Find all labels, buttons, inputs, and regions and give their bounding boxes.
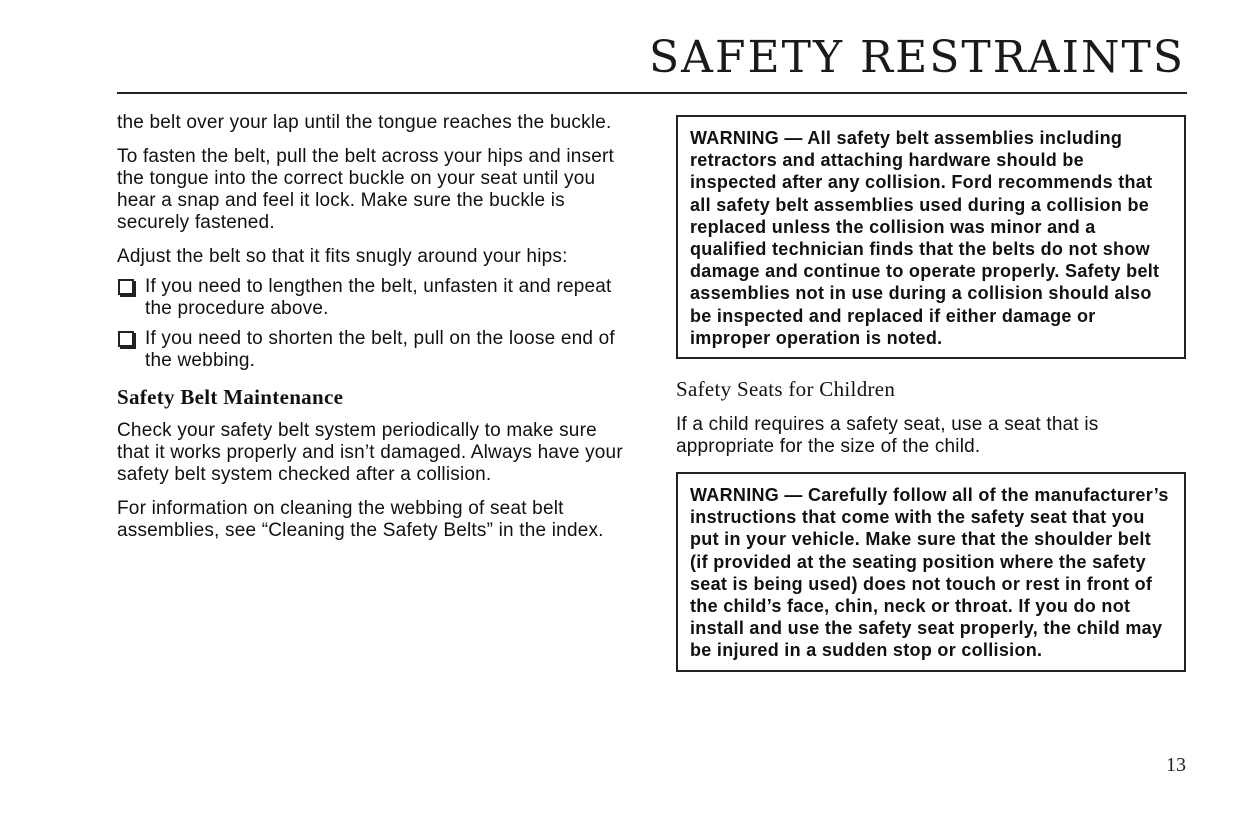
list-item [117,328,632,372]
section-heading-maintenance: Safety Belt Maintenance [117,385,344,409]
checkbox-bullet-icon [118,331,134,347]
warning-box-child-seat: WARNING — Carefully follow all of the manufacturer’s instructions that come with the safety seat that you put in your vehicle. Make sure that the shoulder belt (if provided at the seating position where the safety seat is being used) does not touch or rest in front of the child’s face, chin, neck or throat. If you do not install and use the safety seat properly, the child may be injured in a sudden stop or collision. [676,472,1186,672]
warning-box-belt-inspection: WARNING — All safety belt assemblies including retractors and attaching hardware should be inspected after any collision. Ford recommends that all safety belt assemblies used during a collision be replaced unless the collision was minor and a qualified technician finds that the belts do not show damage and continue to operate properly. Safety belt assemblies not in use during a collision should also be inspected and replaced if either damage or improper operation is noted. [676,115,1186,359]
paragraph-adjust-belt: Adjust the belt so that it fits snugly around your hips: [117,246,568,267]
list-item [117,276,632,320]
paragraph-belt-over-lap: the belt over your lap until the tongue reaches the buckle. [117,112,612,133]
paragraph-child-seat: If a child requires a safety seat, use a seat that is appropriate for the size of the child. [676,414,1099,458]
checkbox-bullet-icon [118,279,134,295]
page-title: SAFETY RESTRAINTS [649,32,1185,83]
header-rule [117,92,1187,94]
section-heading-child-seats: Safety Seats for Children [676,377,896,402]
list-item-text: If you need to shorten the belt, pull on the loose end of the webbing. [145,328,615,371]
paragraph-fasten-belt: To fasten the belt, pull the belt across your hips and insert the tongue into the correct buckle on your seat until you hear a snap and feel it lock. Make sure the buckle is securely fastened. [117,146,614,233]
paragraph-cleaning-info: For information on cleaning the webbing of seat belt assemblies, see “Cleaning the Safety Belts” in the index. [117,498,604,541]
list-item-text: If you need to lengthen the belt, unfasten it and repeat the procedure above. [145,276,612,319]
paragraph-check-system: Check your safety belt system periodically to make sure that it works properly and isn’t damaged. Always have your safety belt system checked after a collision. [117,420,623,485]
left-column [117,112,632,554]
page-number: 13 [1166,754,1186,776]
right-column [676,115,1186,672]
